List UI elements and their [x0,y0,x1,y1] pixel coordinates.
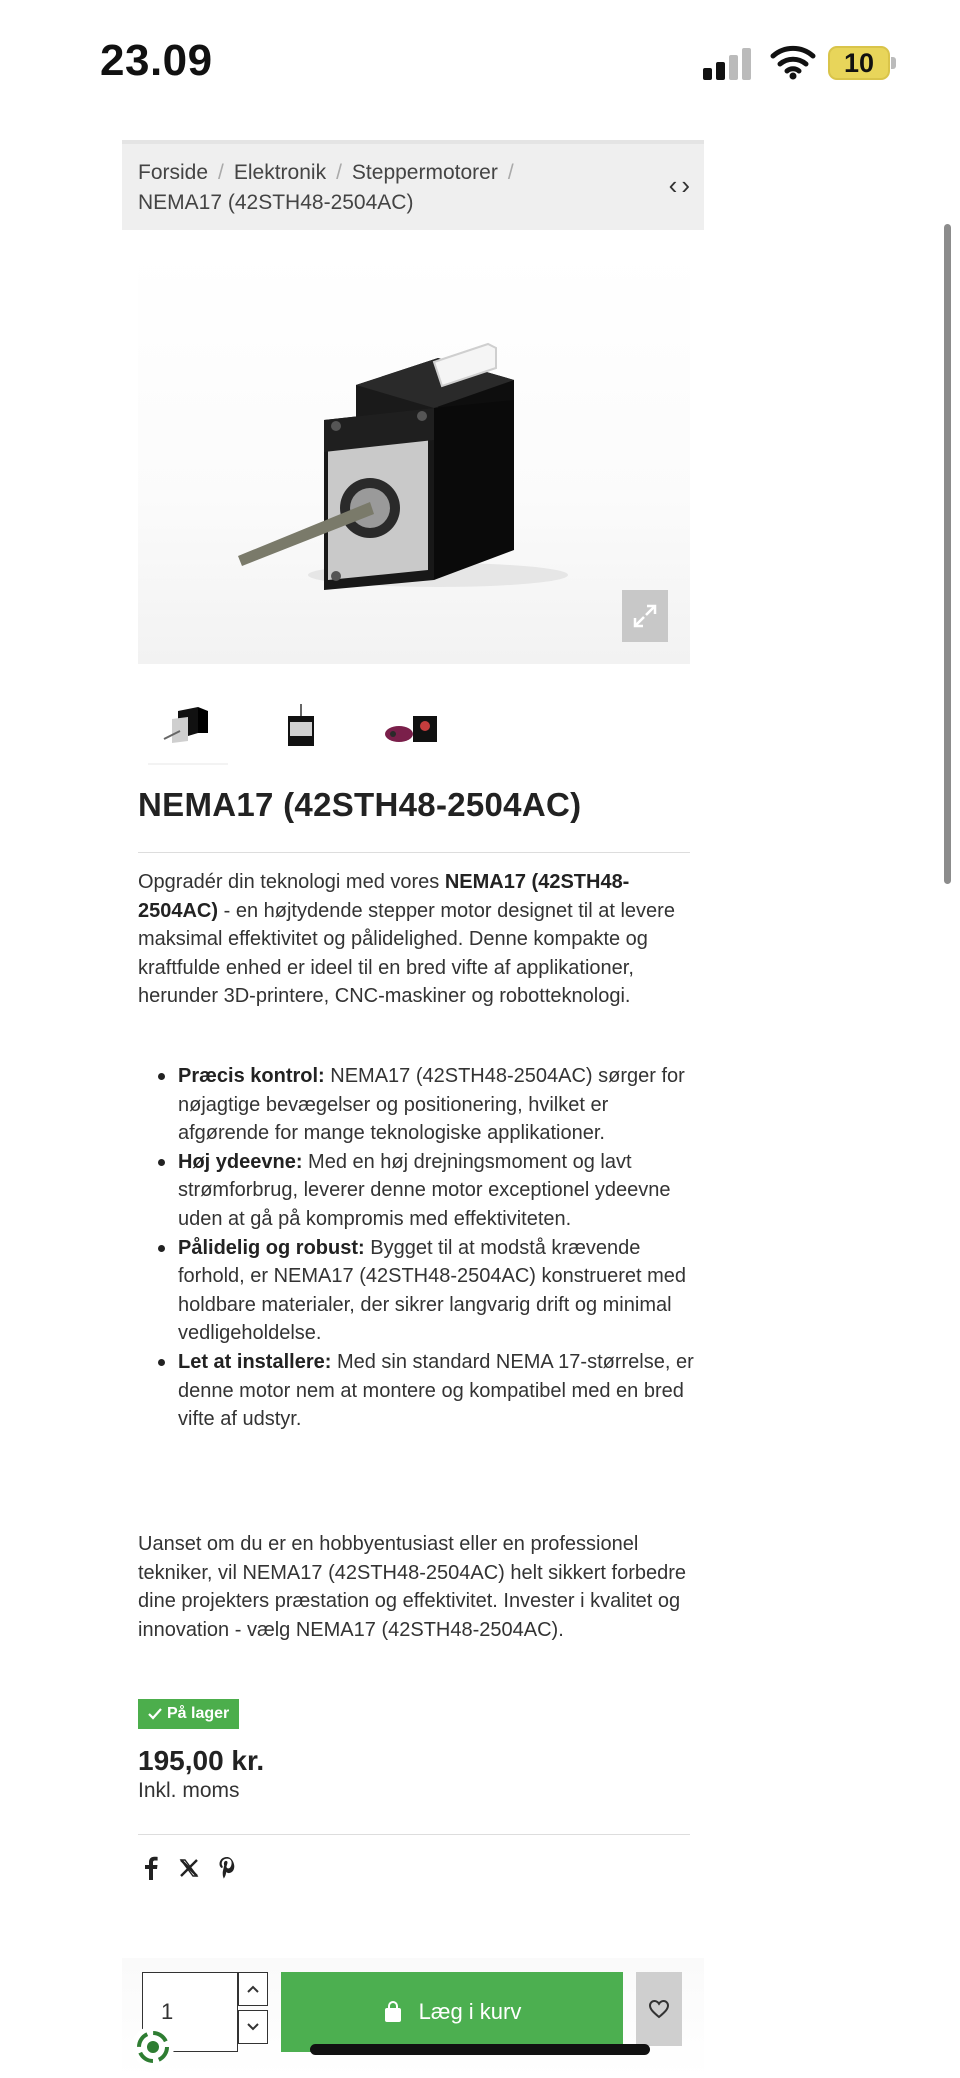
thumbnail-3[interactable] [372,685,452,765]
wishlist-button[interactable] [636,1972,682,2046]
breadcrumb-link-forside[interactable]: Forside [138,161,209,184]
pinterest-icon[interactable] [216,1856,238,1880]
feature-item: Let at installere: Med sin standard NEMA 17-størrelse, er denne motor nem at montere og kompatibel med en bred vifte af udstyr. [178,1348,698,1434]
intro-text-continued: - en højtydende stepper motor designet til at levere maksimal effektivitet og pålidelighed. Denne kompakte og kraftfulde enhed er ideel til en bred vifte af applikationer, herunder 3D-printere, CNC-maskiner og robotteknologi. [138,899,675,1008]
quantity-increase-button[interactable] [238,1972,268,2006]
stock-label: På lager [167,1705,230,1722]
status-time: 23.09 [100,36,213,85]
breadcrumb-link-steppermotorer[interactable]: Steppermotorer [351,161,498,184]
status-bar [0,0,960,130]
intro-product-name: NEMA17 (42STH48-2504AC) [138,871,630,922]
price-divider [138,1834,690,1835]
page-scrollbar[interactable] [944,224,951,884]
product-price: 195,00 kr. [138,1745,265,1776]
battery-level: 10 [828,46,890,80]
home-indicator [310,2044,650,2055]
add-to-cart-label: Læg i kurv [418,1999,522,2024]
zoom-button[interactable] [622,590,668,642]
shopping-bag-icon [383,2001,403,2023]
x-icon[interactable] [178,1856,200,1880]
breadcrumb-link-elektronik[interactable]: Elektronik [233,161,327,184]
product-outro: Uanset om du er en hobbyentusiast eller en professionel tekniker, vil NEMA17 (42STH48-2504AC) helt sikkert forbedre dine projekters præstation og effektivitet. Invester i kvalitet og innovation - vælg NEMA17 (42STH48-2504AC). [138,1533,687,1641]
add-to-cart-button[interactable] [281,1972,623,2052]
feature-list [178,1062,698,1434]
expand-icon [632,603,658,629]
battery-icon [828,46,896,80]
vat-note: Inkl. moms [138,1779,240,1802]
thumbnail-strip [148,685,452,765]
share-links [140,1856,238,1880]
feature-item: Præcis kontrol: NEMA17 (42STH48-2504AC) sørger for nøjagtige bevægelser og positionering, hvilket er afgørende for mange teknologiske applikationer. [178,1062,698,1148]
cellular-signal-icon [703,46,755,80]
thumbnail-2[interactable] [260,685,340,765]
breadcrumb-current: NEMA17 (42STH48-2504AC) [138,191,414,214]
intro-text: Opgradér din teknologi med vores [138,871,445,893]
product-intro [138,868,690,1011]
chevron-down-icon [246,2022,260,2032]
breadcrumb-bar [122,140,704,230]
check-icon [148,1708,162,1720]
product-title: NEMA17 (42STH48-2504AC) [138,786,582,823]
facebook-icon[interactable] [140,1856,162,1880]
product-main-image[interactable] [138,250,690,664]
previous-product-icon[interactable]: ‹ [668,170,678,200]
heart-icon [648,1999,670,2019]
wifi-icon [770,44,816,80]
eco-badge-icon[interactable] [132,2026,174,2068]
title-divider [138,852,690,853]
chevron-up-icon [246,1984,260,1994]
feature-item: Pålidelig og robust: Bygget til at modstå krævende forhold, er NEMA17 (42STH48-2504AC) konstrueret med holdbare materialer, der sikrer langvarig drift og minimal vedligeholdelse. [178,1234,698,1348]
product-pager [669,172,690,198]
thumbnail-1[interactable] [148,685,228,765]
stock-badge [138,1699,239,1729]
feature-item: Høj ydeevne: Med en høj drejningsmoment og lavt strømforbrug, leverer denne motor exceptionel ydeevne uden at gå på kompromis med effektiviteten. [178,1148,698,1234]
breadcrumb: Forside / Elektronik / Steppermotorer / NEMA17 (42STH48-2504AC) [138,161,514,214]
next-product-icon[interactable]: › [681,170,690,200]
quantity-decrease-button[interactable] [238,2010,268,2044]
